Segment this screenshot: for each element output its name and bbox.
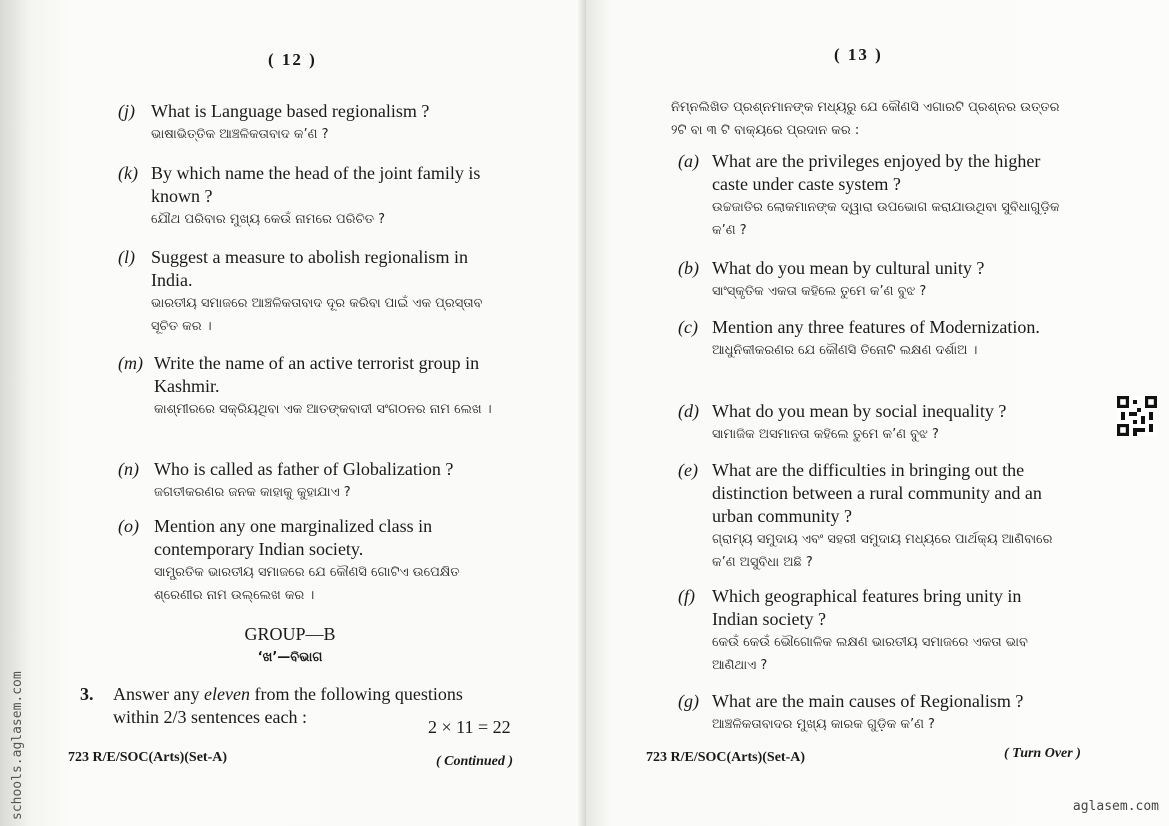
footer-continued: ( Continued ) xyxy=(436,754,514,769)
question-m xyxy=(118,352,508,421)
question-text-odia: ଭାଷାଭିତ୍ତିକ ଆଞ୍ଚଳିକତାବାଦ କ’ଣ ? xyxy=(151,127,329,142)
corner-watermark: aglasem.com xyxy=(1072,799,1159,814)
question-d xyxy=(678,400,1073,446)
page-number: ( 12 ) xyxy=(268,50,317,69)
question-c xyxy=(678,316,1073,362)
question-text: What is Language based regionalism ? xyxy=(151,101,430,121)
question-text-odia: କେଉଁ କେଉଁ ଭୌଗୋଳିକ ଲକ୍ଷଣ ଭାରତୀୟ ସମାଜରେ ଏକତା ଭାବ ଆଣିଥାଏ ? xyxy=(712,635,1028,673)
question-text: Write the name of an active terrorist group in Kashmir. xyxy=(154,353,480,396)
question-text: By which name the head of the joint family is known ? xyxy=(151,163,481,206)
question-text-odia: କାଶ୍ମୀରରେ ସକ୍ରିୟଥିବା ଏକ ଆତଙ୍କବାଦୀ ସଂଗଠନର ନାମ ଲେଖ । xyxy=(154,402,492,417)
question-label: (g) xyxy=(678,691,699,711)
question-o xyxy=(118,515,508,607)
question-text-odia: ଜଗତୀକରଣର ଜନକ କାହାକୁ କୁହାଯାଏ ? xyxy=(154,485,351,500)
question-text-odia: ଭାରତୀୟ ସମାଜରେ ଆଞ୍ଚଳିକତାବାଦ ଦୂର କରିବା ପାଇଁ ଏକ ପ୍ରସ୍ତାବ ସୂଚିତ କର । xyxy=(151,296,483,334)
instruction-part1: Answer any xyxy=(113,684,204,704)
question-label: (n) xyxy=(118,459,139,479)
question-text-odia: ଉଚ୍ଚଜାତିର ଲୋକମାନଙ୍କ ଦ୍ୱାରା ଉପଭୋଗ କରାଯାଉଥିବା ସୁବିଧାଗୁଡ଼ିକ କ’ଣ ? xyxy=(712,200,1060,238)
page-number: ( 13 ) xyxy=(834,45,883,64)
question-label: (k) xyxy=(118,163,138,183)
question-text-odia: ସାଂସ୍କୃତିକ ଏକତା କହିଲେ ତୁମେ କ’ଣ ବୁଝ ? xyxy=(712,284,927,299)
question-text: What are the privileges enjoyed by the higher caste under caste system ? xyxy=(712,151,1041,194)
marks-allocation: 2 × 11 = 22 xyxy=(428,717,511,737)
question-text-odia: ଯୌଥ ପରିବାର ମୁଖ୍ୟ କେଉଁ ନାମରେ ପରିଚିତ ? xyxy=(151,212,386,227)
side-watermark: schools.aglasem.com xyxy=(10,671,25,820)
footer-code: 723 R/E/SOC(Arts)(Set-A) xyxy=(68,750,228,765)
question-b xyxy=(678,257,1073,303)
question-text-odia: ଆଧୁନିକୀକରଣର ଯେ କୌଣସି ତିନୋଟି ଲକ୍ଷଣ ଦର୍ଶାଅ । xyxy=(712,343,978,358)
group-heading: GROUP—B xyxy=(244,624,336,644)
group-heading-odia: ‘ଖ’—ବିଭାଗ xyxy=(257,650,323,665)
question-k xyxy=(118,162,508,231)
question-label: (a) xyxy=(678,151,699,171)
question-text: Mention any three features of Modernization. xyxy=(712,317,1040,337)
instruction-odia: ନିମ୍ନଲିଖିତ ପ୍ରଶ୍ନମାନଙ୍କ ମଧ୍ୟରୁ ଯେ କୌଣସି ଏଗାରଟି ପ୍ରଶ୍ନର ଉତ୍ତର ୨ଟି ବା ୩ ଟି ବାକ୍ୟରେ ପ୍ରଦାନ କର : xyxy=(671,100,1060,138)
question-number: 3. xyxy=(80,684,94,704)
question-text: What do you mean by cultural unity ? xyxy=(712,258,985,278)
question-text: What are the main causes of Regionalism ? xyxy=(712,691,1024,711)
footer-turn-over: ( Turn Over ) xyxy=(1004,746,1081,761)
question-text-odia: ସାମାଜିକ ଅସମାନତା କହିଲେ ତୁମେ କ’ଣ ବୁଝ ? xyxy=(712,427,939,442)
instruction-italic: eleven xyxy=(203,684,250,704)
footer-code: 723 R/E/SOC(Arts)(Set-A) xyxy=(646,750,806,765)
question-a xyxy=(678,150,1073,242)
right-page xyxy=(586,0,1169,826)
question-text: Suggest a measure to abolish regionalism in India. xyxy=(151,247,468,290)
question-j xyxy=(118,100,518,146)
question-text: What do you mean by social inequality ? xyxy=(712,401,1007,421)
instruction-part2: from the following questions within 2/3 sentences each : xyxy=(113,684,463,727)
question-text: Mention any one marginalized class in contemporary Indian society. xyxy=(154,516,433,559)
question-label: (o) xyxy=(118,516,139,536)
question-text: What are the difficulties in bringing out the distinction between a rural community and an urban community ? xyxy=(712,460,1042,526)
question-e xyxy=(678,459,1073,574)
question-label: (e) xyxy=(678,460,698,480)
question-text: Who is called as father of Globalization ? xyxy=(154,459,454,479)
question-text: Which geographical features bring unity in Indian society ? xyxy=(712,586,1022,629)
question-l xyxy=(118,246,508,338)
question-text-odia: ଆଞ୍ଚଳିକତାବାଦର ମୁଖ୍ୟ କାରକ ଗୁଡ଼ିକ କ’ଣ ? xyxy=(712,717,935,732)
question-text-odia: ଗ୍ରାମ୍ୟ ସମୁଦାୟ ଏବଂ ସହରୀ ସମୁଦାୟ ମଧ୍ୟରେ ପାର୍ଥକ୍ୟ ଆଣିବାରେ କ’ଣ ଅସୁବିଧା ଅଛି ? xyxy=(712,532,1053,570)
question-f xyxy=(678,585,1073,677)
question-label: (f) xyxy=(678,586,695,606)
question-label: (c) xyxy=(678,317,698,337)
question-g xyxy=(678,690,1073,736)
question-label: (m) xyxy=(118,353,143,373)
question-n xyxy=(118,458,508,504)
question-label: (j) xyxy=(118,101,135,121)
question-label: (d) xyxy=(678,401,699,421)
question-label: (l) xyxy=(118,247,135,267)
question-text-odia: ସାମ୍ପ୍ରତିକ ଭାରତୀୟ ସମାଜରେ ଯେ କୌଣସି ଗୋଟିଏ ଉପେକ୍ଷିତ ଶ୍ରେଣୀର ନାମ ଉଲ୍ଲେଖ କର । xyxy=(154,565,460,603)
qr-code-icon xyxy=(1117,396,1157,436)
question-label: (b) xyxy=(678,258,699,278)
